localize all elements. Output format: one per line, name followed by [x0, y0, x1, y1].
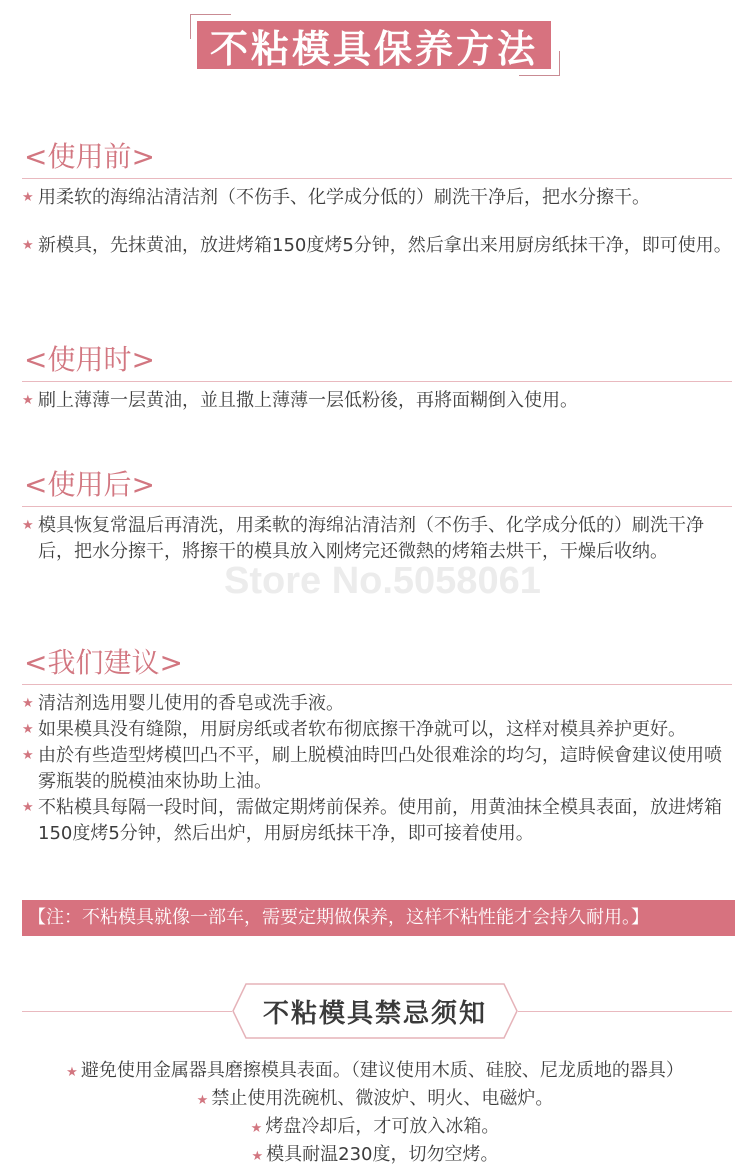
section-divider [22, 178, 732, 179]
list-item: ★ 刷上薄薄一层黄油，並且撒上薄薄一层低粉後，再將面糊倒入使用。 [22, 388, 732, 414]
section-heading: <使用时> [24, 343, 155, 376]
star-icon: ★ [22, 393, 34, 408]
star-icon: ★ [22, 696, 34, 711]
star-icon: ★ [22, 748, 34, 763]
taboo-divider-left [22, 1011, 232, 1012]
star-icon: ★ [66, 1065, 78, 1080]
section-divider [22, 684, 732, 685]
store-watermark: Store No.5058061 [224, 560, 541, 602]
list-item: ★ 避免使用金属器具磨擦模具表面。（建议使用木质、硅胶、尼龙质地的器具） [66, 1060, 684, 1081]
section-before-use [22, 138, 732, 259]
section-divider [22, 381, 732, 382]
star-icon: ★ [196, 1093, 209, 1108]
list-item: ★ 由於有些造型烤模凹凸不平，刷上脱模油時凹凸处很难涂的均匀，這時候會建议使用喷雾瓶裝的脱模油來协助上油。 [22, 745, 722, 792]
list-item: ★ 模具恢复常温后再清洗，用柔軟的海绵沾清洁剂（不伤手、化学成分低的）刷洗干净后，把水分擦干，將擦干的模具放入刚烤完还微熱的烤箱去烘干，干燥后收纳。 [22, 515, 704, 562]
list-item: ★ 新模具，先抹黄油，放进烤箱150度烤5分钟，然后拿出来用厨房纸抹干净，即可使用。 [22, 233, 732, 259]
page-title: 不粘模具保养方法 [197, 21, 551, 69]
title-banner [190, 14, 560, 76]
star-icon: ★ [250, 1121, 263, 1136]
taboo-title: 不粘模具禁忌须知 [262, 998, 487, 1029]
care-note-banner: 【注：不粘模具就像一部车，需要定期做保养，这样不粘性能才会持久耐用。】 [22, 900, 735, 936]
star-icon: ★ [22, 800, 34, 815]
taboo-heading-box [232, 983, 518, 1039]
section-heading: <使用后> [24, 468, 155, 501]
list-item: ★ 用柔软的海绵沾清洁剂（不伤手、化学成分低的）刷洗干净后，把水分擦干。 [22, 185, 732, 211]
taboo-list [0, 1058, 750, 1170]
star-icon: ★ [251, 1149, 264, 1164]
list-item: ★ 不粘模具每隔一段时间，需做定期烤前保养。使用前，用黄油抹全模具表面，放进烤箱150度烤5分钟，然后出炉，用厨房纸抹干净，即可接着使用。 [22, 797, 722, 844]
list-item: ★ 禁止使用洗碗机、微波炉、明火、电磁炉。 [196, 1088, 554, 1109]
section-divider [22, 506, 732, 507]
section-after-use [22, 466, 732, 565]
star-icon: ★ [22, 238, 34, 253]
star-icon: ★ [22, 722, 34, 737]
list-item: ★ 清洁剂选用婴儿使用的香皂或洗手液。 [22, 691, 732, 717]
list-item: ★ 如果模具没有缝隙，用厨房纸或者软布彻底擦干净就可以，这样对模具养护更好。 [22, 717, 732, 743]
star-icon: ★ [22, 190, 34, 205]
section-during-use [22, 341, 732, 414]
list-item: ★ 烤盘冷却后，才可放入冰箱。 [250, 1116, 500, 1137]
list-item: ★ 模具耐温230度，切勿空烤。 [251, 1144, 499, 1165]
section-heading: <我们建议> [24, 646, 183, 679]
section-suggestions [22, 644, 732, 847]
taboo-divider-right [518, 1011, 732, 1012]
star-icon: ★ [22, 518, 34, 533]
section-heading: <使用前> [24, 140, 155, 173]
